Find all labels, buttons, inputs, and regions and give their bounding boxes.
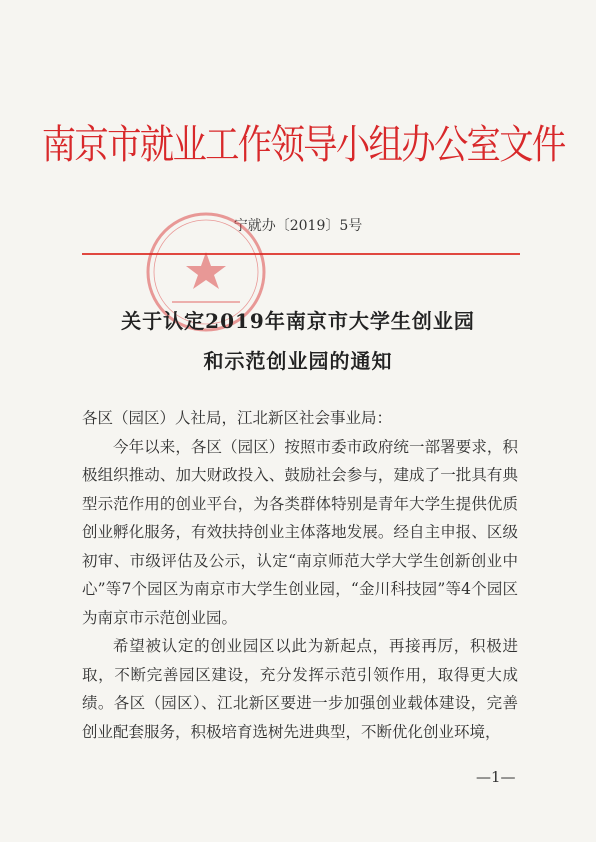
notice-body bbox=[82, 404, 518, 746]
notice-title-line-2: 和示范创业园的通知 bbox=[203, 349, 393, 373]
document-number: 宁就办〔2019〕5号 bbox=[233, 218, 363, 234]
body-paragraph-2: 希望被认定的创业园区以此为新起点，再接再厉，积极进取，不断完善园区建设，充分发挥示范引领作用，取得更大成绩。各区（园区）、江北新区要进一步加强创业载体建设，完善创业配套服务，积极培育选树先进典型，不断优化创业环境， bbox=[82, 637, 518, 741]
notice-title-line-1: 关于认定2019年南京市大学生创业园 bbox=[121, 309, 475, 333]
body-paragraph-1: 今年以来，各区（园区）按照市委市政府统一部署要求，积极组织推动、加大财政投入、鼓励社会参与，建成了一批具有典型示范作用的创业平台，为各类群体特别是青年大学生提供优质创业孵化服务，有效扶持创业主体落地发展。经自主申报、区级初审、市级评估及公示，认定“南京师范大学大学生创新创业中心”等7个园区为南京市大学生创业园，“金川科技园”等4个园区为南京市示范创业园。 bbox=[82, 437, 518, 627]
salutation: 各区（园区）人社局，江北新区社会事业局： bbox=[82, 409, 393, 427]
issuing-office-title: 南京市就业工作领导小组办公室文件 bbox=[41, 122, 565, 168]
page-number: —1— bbox=[476, 768, 516, 786]
